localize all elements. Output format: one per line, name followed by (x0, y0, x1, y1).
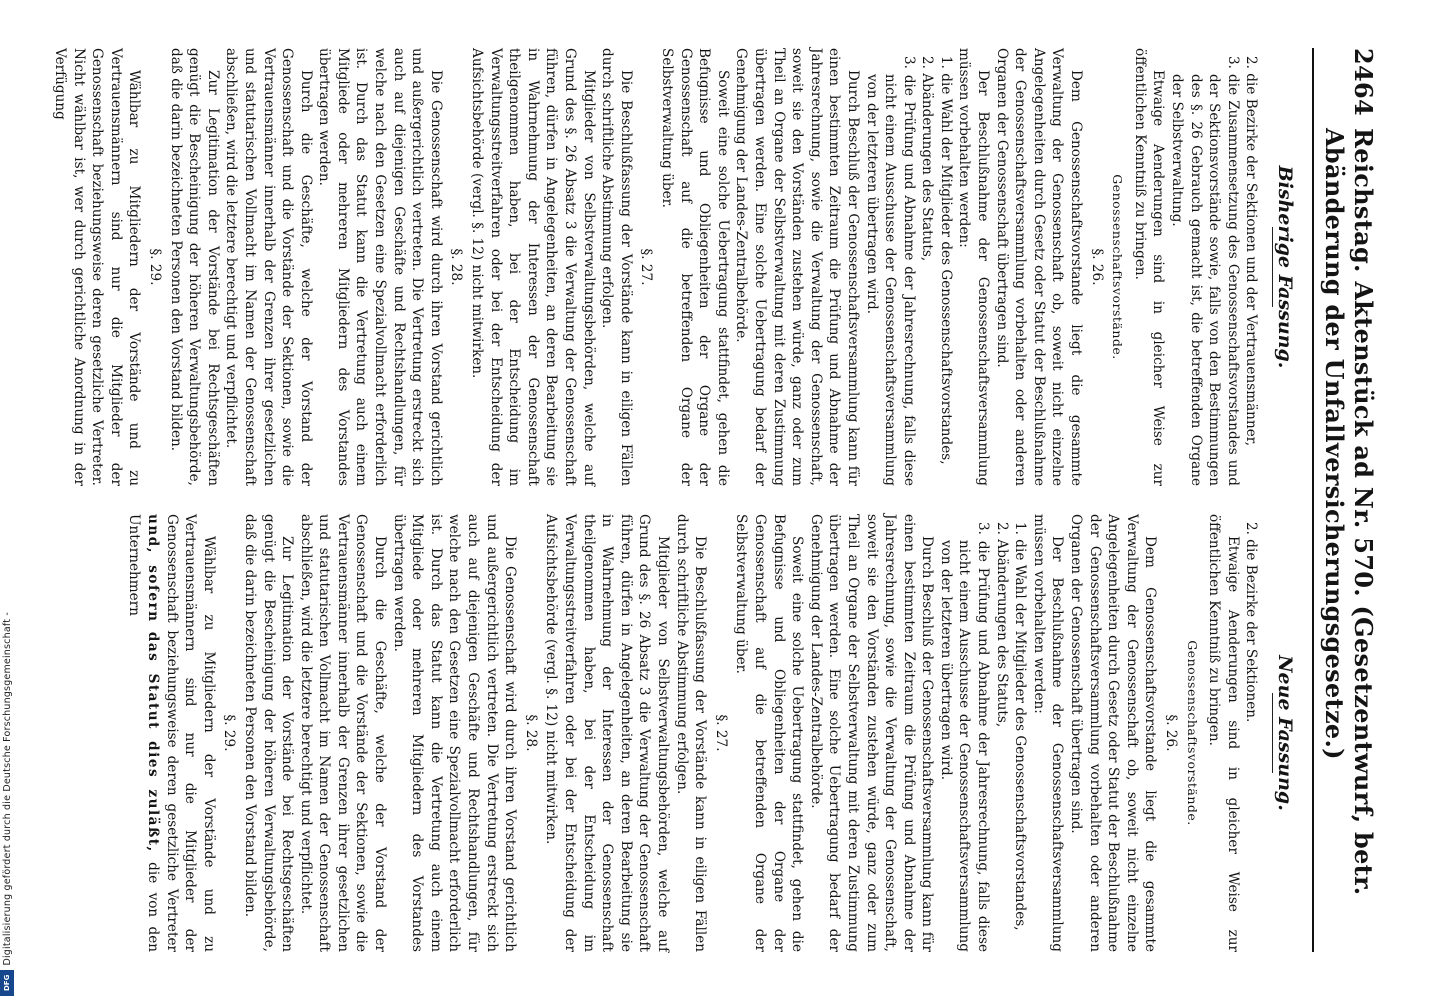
list-item: 3. die Prüfung und Abnahme der Jahresrechnung, falls diese nicht einem Ausschusse der Genossenschaftsversammlung von der letzteren übertragen wird. (863, 56, 917, 486)
paragraph: Dem Genossenschaftsvorstande liegt die gesammte Verwaltung der Genossenschaft ob, soweit nicht einzelne Angelegenheiten durch Gesetz oder Statut der Beschlußnahme der Genossenschaftsversammlung vorbehalten oder anderen Organen der Genossenschaft übertragen sind. (1068, 514, 1159, 952)
list-item: 2. die Bezirke der Sektionen. (1243, 522, 1260, 723)
paragraph: Zur Legitimation der Vorstände bei Rechtsgeschäften genügt die Bescheinigung der höheren Verwaltungsbehörde, daß die darin bezeichneten Personen den Vorstand bilden. (167, 48, 221, 486)
paragraph: Durch Beschluß der Genossenschaftsversammlung kann für einen bestimmten Zeitraum die Prüfung und Abnahme der Jahresrechnung, sowie die Verwaltung der Genossenschaft, soweit sie den Vorständen zustehen würde, ganz oder zum Theil an Organe der Selbstverwaltung mit deren Zustimmung übertragen werden. Eine solche Uebertragung bedarf der Genehmigung der Landes-Zentralbehörde. (733, 48, 861, 486)
emphasis-text: das Statut dies zuläßt, (144, 631, 161, 853)
section-number: §. 27. (712, 714, 729, 752)
paragraph: Die Beschlußfassung der Vorstände kann in eiligen Fällen durch schriftliche Abstimmung erfolgen. (599, 48, 634, 486)
section-number: §. 26. (1088, 248, 1105, 286)
paragraph-s29 (125, 514, 218, 952)
emphasis-text: und, sofern (144, 514, 161, 623)
column-heading-previous: Bisherige Fassung. (1274, 165, 1296, 369)
list-item: 1. die Wahl der Mitglieder des Genossenschaftsvorstandes, (1012, 522, 1029, 931)
section-number: §. 29. (221, 714, 238, 752)
paragraph: Die Genossenschaft wird durch ihren Vorstand gerichtlich und außergerichtlich vertreten. Die Vertretung erstreckt sich auch auf diejenigen Geschäfte und Rechtshandlungen, für welche nach den Gesetzen eine Spezialvollmacht erforderlich ist. Durch das Statut kann die Vertretung auch einem Mitgliede oder mehreren Mitgliedern des Vorstandes übertragen werden. (390, 514, 519, 952)
column-previous-version (50, 48, 1298, 486)
paragraph: Dem Genossenschaftsvorstande liegt die gesammte Verwaltung der Genossenschaft ob, soweit nicht einzelne Angelegenheiten durch Gesetz oder Statut der Beschlußnahme der Genossenschaftsversammlung vorbehalten oder anderen Organen der Genossenschaft übertragen sind. (993, 48, 1085, 486)
paragraph: Durch Beschluß der Genossenschaftsversammlung kann für einen bestimmten Zeitraum die Prüfung und Abnahme der Jahresrechnung, sowie die Verwaltung der Genossenschaft, soweit sie den Vorständen zustehen würde, ganz oder zum Theil an Organe der Selbstverwaltung mit deren Zustimmung übertragen werden. Eine solche Uebertragung bedarf der Genehmigung der Landes-Zentralbehörde. (807, 514, 936, 952)
list-item: 3. die Prüfung und Abnahme der Jahresrechnung, falls diese nicht einem Ausschusse der Genossenschaftsversammlung von der letzteren übertragen wird. (937, 522, 992, 952)
paragraph: Durch die Geschäfte, welche der Vorstand der Genossenschaft und die Vorstände der Sektionen, sowie die Vertrauensmänner innerhalb der Grenzen ihrer gesetzlichen und statutarischen Vollmacht im Namen der Genossenschaft abschließen, wird die letztere berechtigt und verpflichtet. (297, 514, 389, 952)
section-label: Genossenschaftsvorstände. (1184, 640, 1200, 826)
list-item: 2. die Bezirke der Sektionen und der Vertrauensmänner, (1243, 56, 1260, 447)
paragraph: Mitglieder von Selbstverwaltungsbehörden, welche auf Grund des §. 26 Absatz 3 die Verwaltung der Genossenschaft führen, dürfen in Angelegenheiten, an deren Bearbeitung sie in Wahrnehmung der Interessen der Genossenschaft theilgenommen haben, bei der Entscheidung im Verwaltungsstreitverfahren oder bei der Entscheidung der Aufsichtsbehörde (vergl. §. 12) nicht mitwirken. (543, 514, 671, 952)
column-new-version (50, 514, 1298, 952)
two-column-body (50, 48, 1298, 952)
paragraph: Soweit eine solche Uebertragung stattfindet, gehen die Befugnisse und Obliegenheiten der Organe der Genossenschaft auf die betreffenden Organe der Selbstverwaltung über. (733, 514, 806, 952)
page-header (1312, 48, 1378, 952)
paragraph: Mitglieder von Selbstverwaltungsbehörden, welche auf Grund des §. 26 Absatz 3 die Verwaltung der Genossenschaft führen, dürfen in Angelegenheiten, an deren Bearbeitung sie in Wahrnehmung der Interessen der Genossenschaft theilgenommen haben, bei der Entscheidung im Verwaltungsstreitverfahren oder bei der Entscheidung der Aufsichtsbehörde (vergl. §. 12) nicht mitwirken. (469, 48, 597, 486)
dfg-logo-icon: DFG (0, 970, 14, 996)
section-number: §. 29. (146, 248, 163, 286)
text-run: die von den Unternehmern (126, 514, 161, 953)
text-run: Wählbar zu Mitgliedern der Vorstände und zu Vertrauensmännern sind nur die Mitglieder der Genossenschaft beziehungsweise deren gesetzliche Vertreter (163, 514, 217, 952)
paragraph: Etwaige Aenderungen sind in gleicher Weise zur öffentlichen Kenntniß zu bringen. (1206, 514, 1241, 952)
page-number: 2464 (1349, 48, 1378, 116)
paragraph: Durch die Geschäfte, welche der Vorstand der Genossenschaft und die Vorstände der Sektionen, sowie die Vertrauensmänner innerhalb der Grenzen ihrer gesetzlichen und statutarischen Vollmacht im Namen der Genossenschaft abschließen, wird die letztere berechtigt und verpflichtet. (223, 48, 314, 486)
paragraph: Soweit eine solche Uebertragung stattfindet, gehen die Befugnisse und Obliegenheiten der Organe der Genossenschaft auf die betreffenden Organe der Selbstverwaltung über. (659, 48, 731, 486)
paragraph: Die Beschlußfassung der Vorstände kann in eiligen Fällen durch schriftliche Abstimmung erfolgen. (673, 514, 709, 952)
digitization-credit: Digitalisierung gefördert durch die Deutsche Forschungsgemeinschaft - (2, 612, 13, 966)
section-label: Genossenschaftsvorstände. (1110, 174, 1126, 360)
list-item: 1. die Wahl der Mitglieder des Genossenschaftsvorstandes, (937, 56, 954, 465)
paragraph: Die Genossenschaft wird durch ihren Vorstand gerichtlich und außergerichtlich vertreten. Die Vertretung erstreckt sich auch auf diejenigen Geschäfte und Rechtshandlungen, für welche nach den Gesetzen eine Spezialvollmacht erforderlich ist. Durch das Statut kann die Vertretung auch einem Mitgliede oder mehreren Mitgliedern des Vorstandes übertragen werden. (316, 48, 444, 486)
paragraph: Der Beschlußnahme der Genossenschaftsversammlung müssen vorbehalten werden: (956, 48, 992, 486)
section-number: §. 27. (638, 248, 655, 286)
header-title: Reichstag. Aktenstück ad Nr. 570. (Gesetzentwurf, betr. Abänderung der Unfallversicherungsgesetze.) (1320, 128, 1378, 896)
list-item: 3. die Zusammensetzung des Genossenschaftsvorstandes und der Sektionsvorstände sowie, falls von den Bestimmungen des §. 26 Gebrauch gemacht ist, die betreffenden Organe der Selbstverwaltung. (1169, 56, 1241, 486)
paragraph: Zur Legitimation der Vorstände bei Rechtsgeschäften genügt die Bescheinigung der höheren Verwaltungsbehörde, daß die darin bezeichneten Personen den Vorstand bilden. (241, 514, 296, 952)
section-number: §. 28. (522, 714, 539, 752)
paragraph: Der Beschlußnahme der Genossenschaftsversammlung müssen vorbehalten werden: (1030, 514, 1066, 952)
paragraph: Etwaige Aenderungen sind in gleicher Weise zur öffentlichen Kenntniß zu bringen. (1131, 48, 1167, 486)
section-number: §. 28. (448, 248, 465, 286)
list-item: 2. Abänderungen des Statuts, (919, 56, 936, 262)
column-heading-new: Neue Fassung. (1274, 655, 1296, 811)
section-number: §. 26. (1163, 714, 1180, 752)
list-item: 2. Abänderungen des Statuts, (993, 522, 1010, 728)
paragraph: Wählbar zu Mitgliedern der Vorstände und zu Vertrauensmännern sind nur die Mitglieder der Genossenschaft beziehungsweise deren gesetzliche Vertreter. Nicht wählbar ist, wer durch gerichtliche Anordnung in der Verfügung (52, 48, 143, 486)
